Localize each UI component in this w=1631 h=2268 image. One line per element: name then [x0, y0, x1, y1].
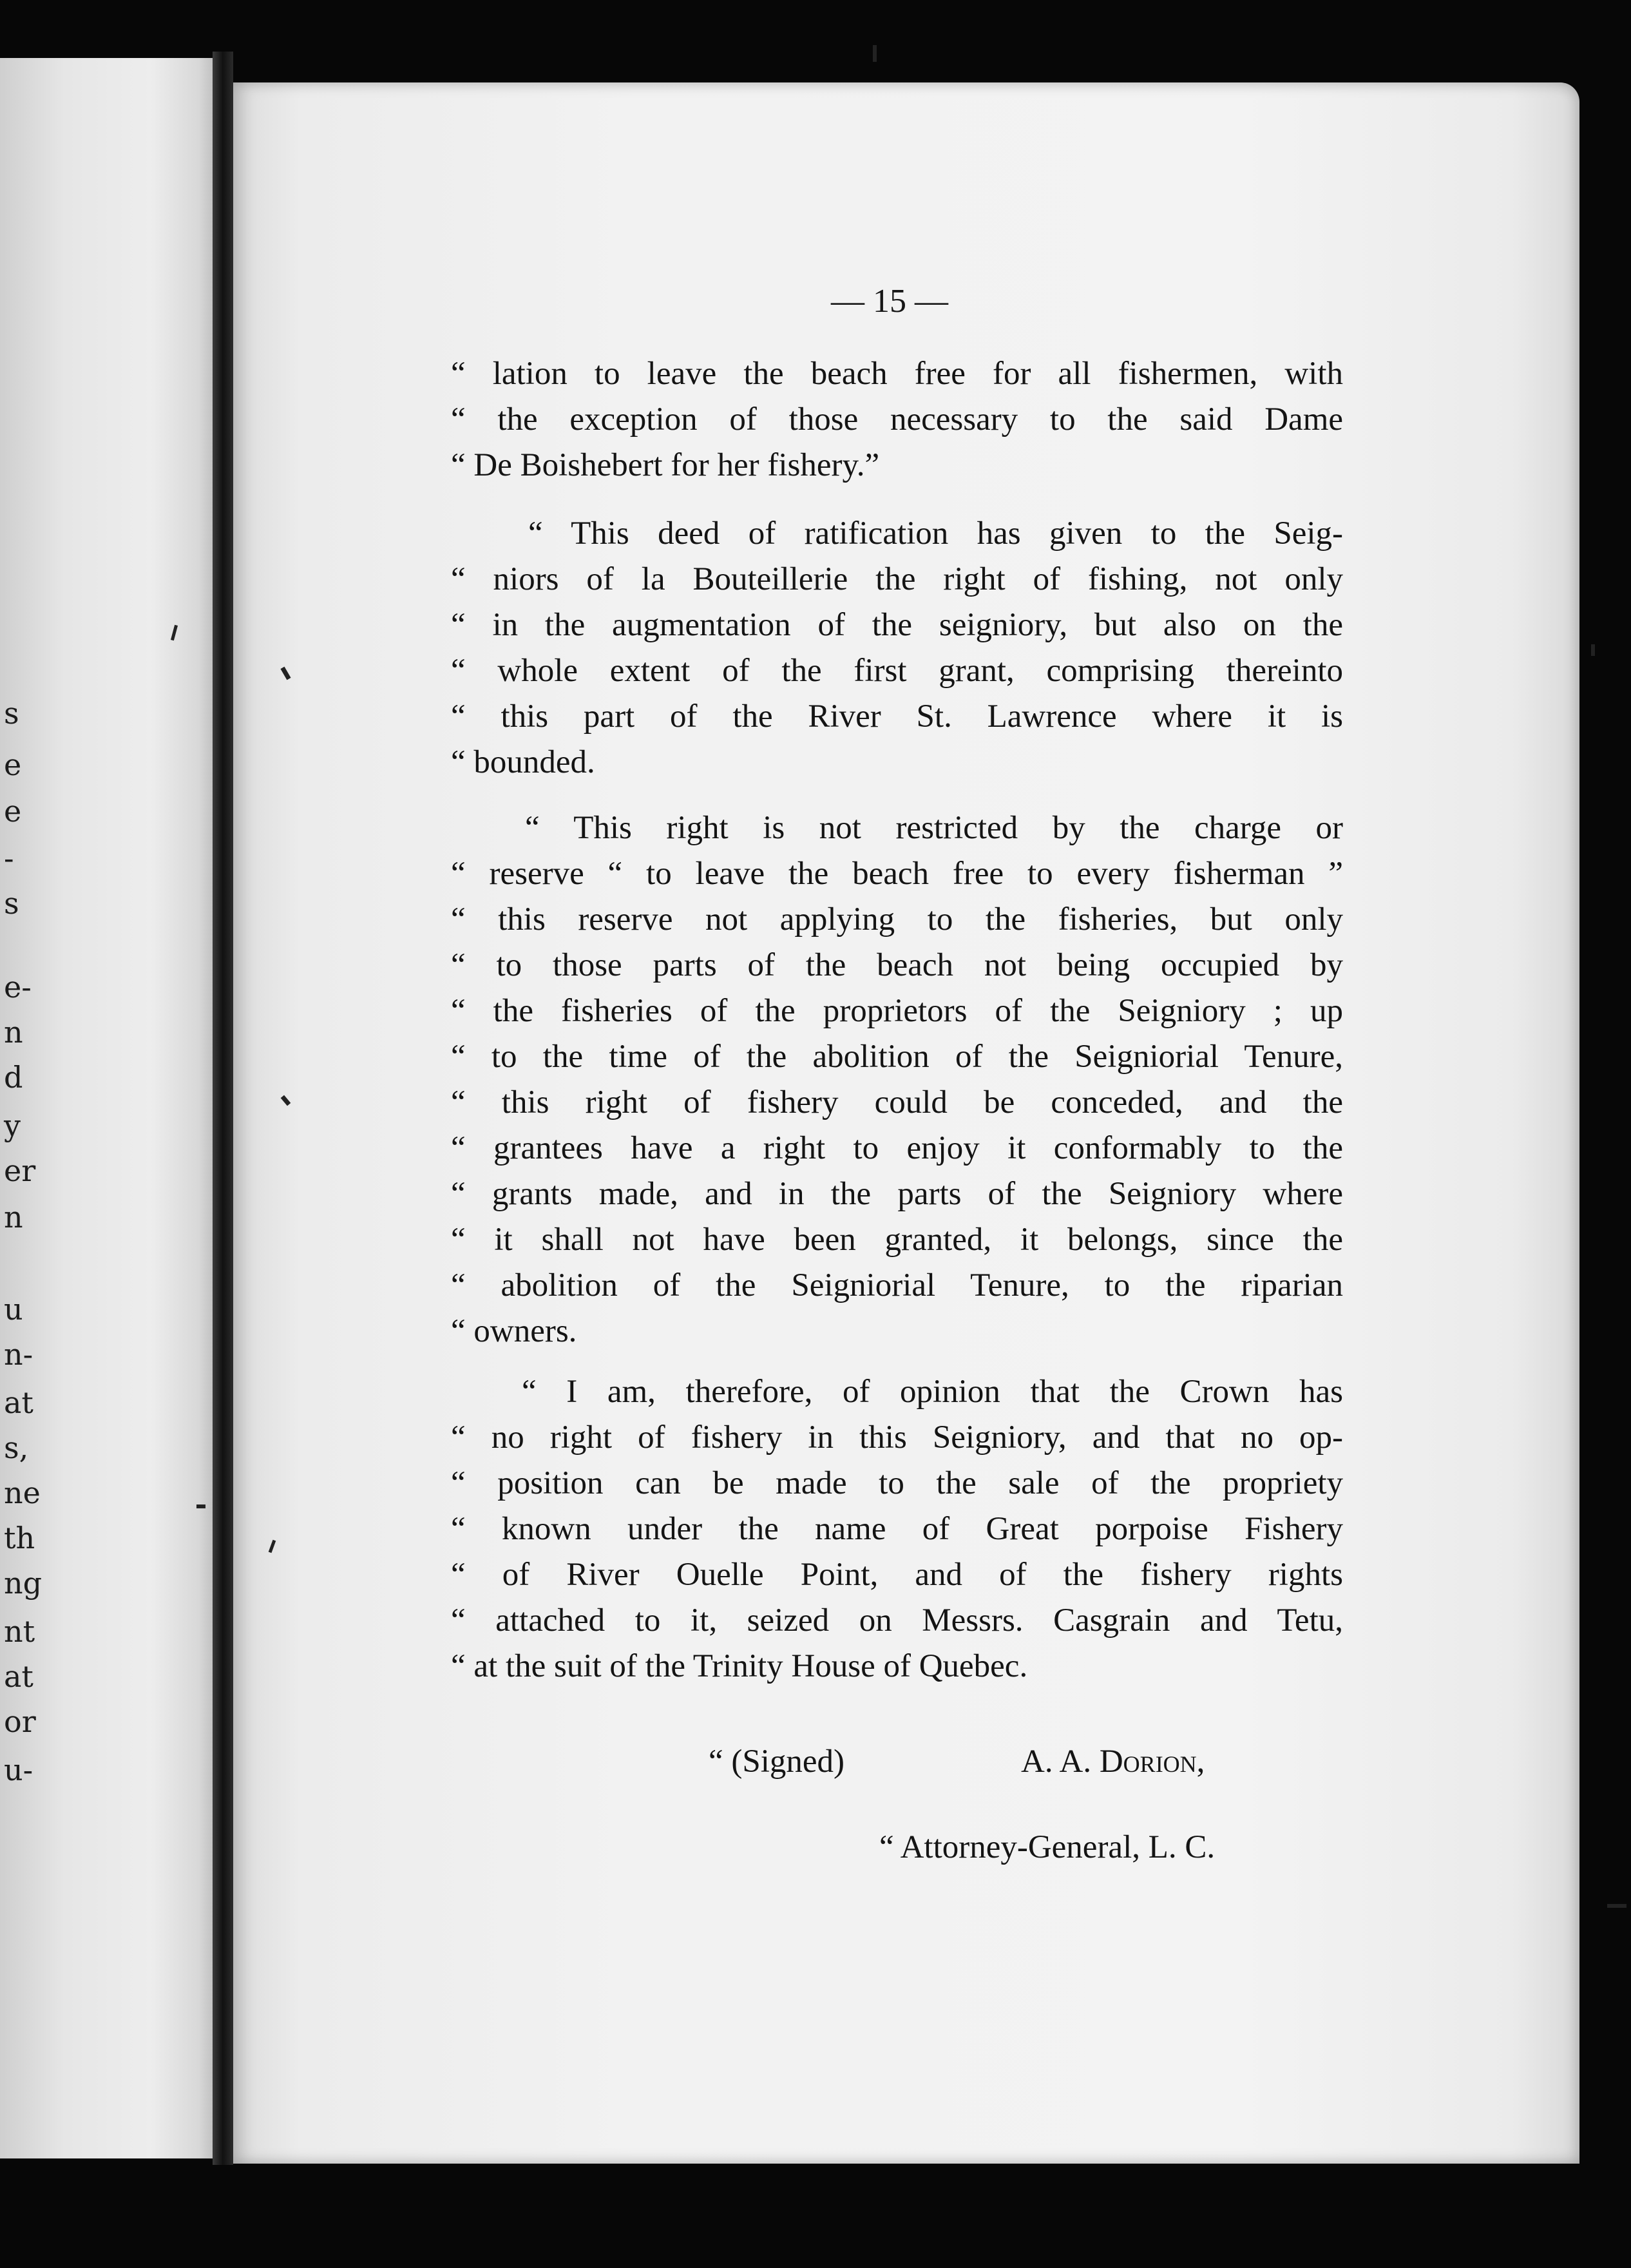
text-line: “ grantees have a right to enjoy it conformably to the — [451, 1130, 1343, 1166]
text-line: “ known under the name of Great porpoise Fishery — [451, 1511, 1343, 1547]
scan-speck — [873, 45, 877, 62]
previous-page-fragment: s, — [4, 1430, 29, 1465]
scan-speck — [196, 1504, 205, 1508]
previous-page-fragment: n — [4, 1200, 23, 1235]
previous-page-fragment: e — [4, 794, 22, 829]
previous-page-fragment: ng — [4, 1566, 43, 1600]
text-line: “ reserve “ to leave the beach free to every fisherman ” — [451, 856, 1343, 892]
text-line: “ it shall not have been granted, it belongs, since the — [451, 1222, 1343, 1258]
scan-speck — [1607, 1904, 1626, 1908]
previous-page-fragment: e — [4, 747, 22, 782]
previous-page-fragment: s — [4, 886, 19, 921]
text-line: “ niors of la Bouteillerie the right of fishing, not only — [451, 561, 1343, 597]
previous-page-fragment: s — [4, 696, 19, 731]
text-line: “ this part of the River St. Lawrence where it is — [451, 698, 1343, 735]
previous-page-fragment: y — [4, 1108, 21, 1143]
previous-page-fragment: d — [4, 1060, 23, 1095]
text-line: “ the fisheries of the proprietors of the Seigniory ; up — [451, 993, 1343, 1029]
signed-label: “ (Signed) — [709, 1744, 845, 1780]
previous-page-fragment: u — [4, 1292, 23, 1327]
previous-page-fragment: n- — [4, 1337, 33, 1372]
text-line: “ attached to it, seized on Messrs. Casgrain and Tetu, — [451, 1602, 1343, 1639]
text-line: “ This deed of ratification has given to the Seig- — [528, 515, 1343, 552]
previous-page-fragment: nt — [4, 1614, 35, 1649]
text-line: “ this right of fishery could be conceded, and the — [451, 1084, 1343, 1120]
text-line: “ owners. — [451, 1313, 577, 1349]
text-line: “ I am, therefore, of opinion that the Crown has — [522, 1374, 1343, 1410]
text-line: “ position can be made to the sale of the propriety — [451, 1465, 1343, 1501]
previous-page-fragment: at — [4, 1385, 33, 1420]
text-line: “ to those parts of the beach not being occupied by — [451, 947, 1343, 983]
previous-page-fragment: er — [4, 1153, 36, 1188]
previous-page-edge — [0, 58, 216, 2158]
previous-page-fragment: at — [4, 1659, 33, 1694]
signatory-title: “ Attorney-General, L. C. — [879, 1829, 1216, 1865]
page-number: — 15 — — [831, 283, 948, 320]
text-line: “ De Boishebert for her fishery.” — [451, 447, 880, 483]
text-line: “ of River Ouelle Point, and of the fishery rights — [451, 1557, 1343, 1593]
text-line: “ this reserve not applying to the fisheries, but only — [451, 901, 1343, 937]
page-gutter-shadow — [213, 52, 233, 2165]
text-line: “ the exception of those necessary to the said Dame — [451, 401, 1343, 437]
previous-page-fragment: or — [4, 1704, 36, 1739]
previous-page-fragment: ne — [4, 1475, 41, 1510]
previous-page-fragment: e- — [4, 970, 32, 1004]
text-line: “ at the suit of the Trinity House of Quebec. — [451, 1648, 1028, 1684]
previous-page-fragment: n — [4, 1015, 23, 1050]
text-line: “ whole extent of the first grant, comprising thereinto — [451, 653, 1343, 689]
previous-page-fragment: - — [4, 841, 14, 876]
text-line: “ lation to leave the beach free for all fishermen, with — [451, 356, 1343, 392]
signatory-name: A. A. Dorion, — [1021, 1744, 1205, 1780]
previous-page-fragment: u- — [4, 1753, 33, 1787]
text-line: “ This right is not restricted by the charge or — [525, 810, 1343, 846]
text-line: “ no right of fishery in this Seigniory, and that no op- — [451, 1419, 1343, 1456]
scan-speck — [1591, 644, 1595, 656]
text-line: “ in the augmentation of the seigniory, but also on the — [451, 607, 1343, 643]
text-line: “ grants made, and in the parts of the Seigniory where — [451, 1176, 1343, 1212]
text-line: “ bounded. — [451, 744, 595, 780]
previous-page-fragment: th — [4, 1521, 35, 1555]
text-line: “ abolition of the Seigniorial Tenure, to the riparian — [451, 1267, 1343, 1303]
text-line: “ to the time of the abolition of the Seigniorial Tenure, — [451, 1039, 1343, 1075]
